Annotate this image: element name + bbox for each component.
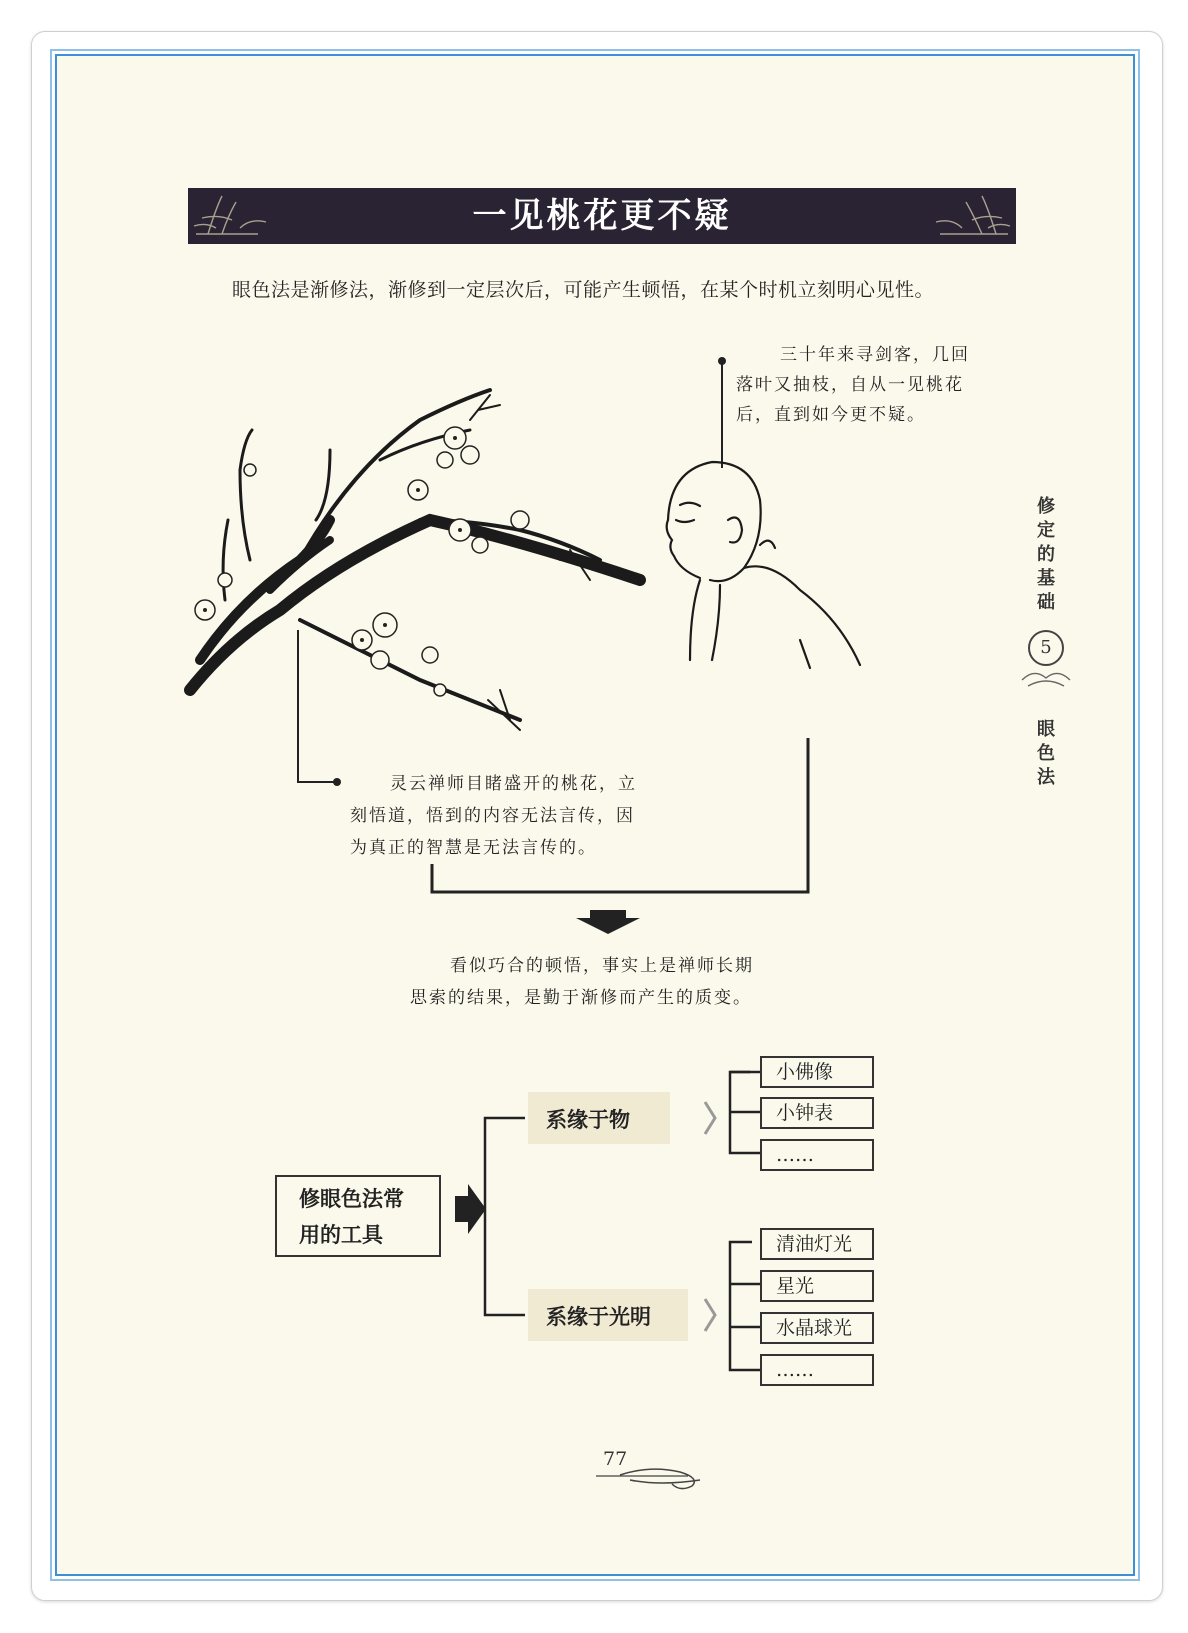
branch-2-item-2: 星光 bbox=[760, 1270, 874, 1302]
caption-block bbox=[350, 768, 655, 864]
diagram-root-box bbox=[275, 1175, 441, 1257]
cloud-ornament-icon bbox=[620, 1469, 700, 1488]
sidebar-section-label: 修定的基础 bbox=[1037, 496, 1055, 613]
diagram-root-line-1: 修眼色法常 bbox=[299, 1187, 404, 1211]
page-title: 一见桃花更不疑 bbox=[472, 196, 732, 236]
down-arrow-icon bbox=[576, 910, 640, 934]
caption-pointer-line bbox=[298, 630, 337, 782]
chapter-number-badge: 5 bbox=[1028, 630, 1064, 666]
sidebar-topic-label: 眼色法 bbox=[1037, 719, 1055, 788]
caption-pointer-dot bbox=[333, 778, 341, 786]
branch-2-item-4: …… bbox=[760, 1354, 874, 1386]
caption-line-2: 刻悟道，悟到的内容无法言传，因 bbox=[350, 806, 635, 826]
conclusion-line-2: 思索的结果，是勤于渐修而产生的质变。 bbox=[410, 988, 752, 1008]
intro-text: 眼色法是渐修法，渐修到一定层次后，可能产生顿悟，在某个时机立刻明心见性。 bbox=[232, 279, 935, 301]
branch-2-chevron-icon bbox=[705, 1299, 715, 1331]
branch-1-item-1: 小佛像 bbox=[760, 1056, 874, 1088]
branch-1-item-3: …… bbox=[760, 1139, 874, 1171]
branch-1-label: 系缘于物 bbox=[546, 1108, 630, 1132]
branch-2-label: 系缘于光明 bbox=[546, 1305, 651, 1329]
peach-branch-illustration bbox=[190, 390, 640, 730]
conclusion-line-1: 看似巧合的顿悟，事实上是禅师长期 bbox=[450, 956, 754, 976]
branch-1-item-2: 小钟表 bbox=[760, 1097, 874, 1129]
poem-line-2: 落叶又抽枝，自从一见桃花 bbox=[736, 375, 964, 395]
poem-line-1: 三十年来寻剑客，几回 bbox=[780, 345, 970, 365]
branch-1-chevron-icon bbox=[705, 1102, 715, 1134]
poem-line-3: 后，直到如今更不疑。 bbox=[736, 405, 926, 425]
diagram-root-line-2: 用的工具 bbox=[299, 1223, 383, 1247]
conclusion-block bbox=[410, 950, 810, 1014]
peach-blossoms bbox=[195, 427, 529, 696]
page-number: 77 bbox=[603, 1448, 628, 1470]
lotus-ornament-icon bbox=[1018, 662, 1074, 692]
branch-2-item-1: 清油灯光 bbox=[760, 1228, 874, 1260]
monk-illustration bbox=[667, 462, 860, 668]
caption-line-3: 为真正的智慧是无法言传的。 bbox=[350, 838, 597, 858]
root-arrow-icon bbox=[455, 1184, 486, 1234]
branch-2-item-3: 水晶球光 bbox=[760, 1312, 874, 1344]
caption-line-1: 灵云禅师目睹盛开的桃花，立 bbox=[390, 774, 637, 794]
